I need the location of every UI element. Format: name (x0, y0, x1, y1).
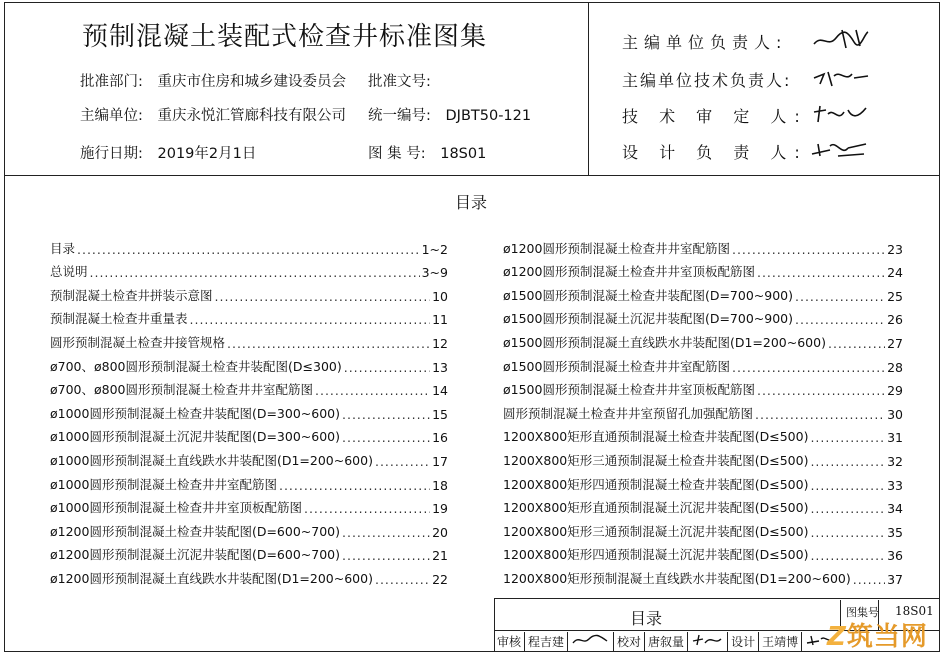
atlas-no-value: 18S01 (895, 604, 934, 618)
toc-item[interactable] (503, 375, 903, 399)
toc-item-title: ø1200圆形预制混凝土沉泥井装配图(D=600~700) (50, 547, 341, 563)
toc-leader (375, 454, 430, 469)
toc-leader (227, 336, 430, 351)
toc-item-page: 29 (887, 383, 903, 399)
approval-dept-value: 重庆市住房和城乡建设委员会 (157, 74, 346, 90)
signature-image (808, 64, 872, 90)
toc-leader (810, 548, 885, 563)
designer-name: 王靖博 (759, 632, 802, 652)
toc-leader (810, 454, 885, 469)
toc-item-page: 37 (887, 571, 903, 587)
toc-item[interactable] (503, 445, 903, 469)
toc-left-column (50, 233, 448, 587)
toc-item-page: 14 (432, 383, 448, 399)
toc-leader (342, 407, 430, 422)
toc-item[interactable] (503, 233, 903, 257)
toc-right-column (503, 233, 903, 587)
toc-item-page: 34 (887, 501, 903, 517)
watermark-text: 筑当网 (846, 622, 928, 652)
toc-leader (315, 383, 430, 398)
toc-item[interactable] (50, 398, 448, 422)
toc-item-page: 16 (432, 430, 448, 446)
toc-item-title: 圆形预制混凝土检查井接管规格 (50, 334, 226, 350)
toc-item-page: 30 (887, 406, 903, 422)
toc-item[interactable] (50, 280, 448, 304)
toc-item-title: ø1200圆形预制混凝土检查井井室配筋图 (503, 240, 730, 256)
toc-leader (757, 265, 885, 280)
title-block-sign-row (494, 632, 842, 652)
toc-item-title: ø1500圆形预制混凝土检查井井室顶板配筋图 (503, 382, 755, 398)
toc-item[interactable] (50, 422, 448, 446)
toc-item-page: 35 (887, 524, 903, 540)
toc-leader (190, 312, 431, 327)
toc-leader (757, 383, 885, 398)
toc-item-page: 20 (432, 524, 448, 540)
toc-item[interactable] (50, 351, 448, 375)
toc-item[interactable] (503, 257, 903, 281)
toc-item-title: ø1000圆形预制混凝土检查井井室配筋图 (50, 476, 277, 492)
toc-leader (810, 525, 885, 540)
toc-item-title: 1200X800矩形四通预制混凝土沉泥井装配图(D≤500) (503, 547, 809, 563)
toc-item-page: 23 (887, 241, 903, 257)
header-row-approval-no (368, 70, 446, 91)
approval-no-label: 批准文号: (368, 74, 431, 90)
toc-item-title: ø1500圆形预制混凝土检查井井室配筋图 (503, 358, 730, 374)
toc-leader (342, 430, 430, 445)
toc-item-title: 1200X800矩形直通预制混凝土检查井装配图(D≤500) (503, 429, 809, 445)
toc-item-title: 圆形预制混凝土检查井井室预留孔加强配筋图 (503, 405, 754, 421)
toc-item[interactable] (50, 540, 448, 564)
toc-item[interactable] (503, 563, 903, 587)
toc-item-page: 21 (432, 548, 448, 564)
toc-item-page: 22 (432, 571, 448, 587)
toc-leader (810, 430, 885, 445)
atlas-no-value: 18S01 (440, 146, 487, 162)
check-label: 校对 (614, 632, 645, 652)
toc-item[interactable] (50, 233, 448, 257)
toc-item-page: 28 (887, 359, 903, 375)
toc-leader (795, 312, 885, 327)
toc-item[interactable] (50, 563, 448, 587)
atlas-no-label: 图 集 号: (368, 146, 426, 162)
tech-chief-label: 主编单位技术负责人: (622, 71, 792, 90)
toc-item-title: 1200X800矩形三通预制混凝土沉泥井装配图(D≤500) (503, 523, 809, 539)
toc-leader (342, 548, 430, 563)
approval-dept-label: 批准部门: (80, 74, 143, 90)
toc-leader (755, 407, 885, 422)
toc-item-title: 预制混凝土检查井拼装示意图 (50, 287, 213, 303)
toc-item-title: 1200X800矩形直通预制混凝土沉泥井装配图(D≤500) (503, 500, 809, 516)
toc-item[interactable] (503, 351, 903, 375)
toc-item-title: ø1200圆形预制混凝土检查井装配图(D=600~700) (50, 523, 341, 539)
toc-item-title: ø700、ø800圆形预制混凝土检查井装配图(D≤300) (50, 358, 342, 374)
toc-item-title: ø1500圆形预制混凝土沉泥井装配图(D=700~900) (503, 311, 794, 327)
toc-item-title: 1200X800矩形四通预制混凝土检查井装配图(D≤500) (503, 476, 809, 492)
document-title: 预制混凝土装配式检查井标准图集 (82, 22, 488, 52)
toc-leader (795, 289, 885, 304)
toc-item-page: 27 (887, 335, 903, 351)
toc-item-page: 10 (432, 288, 448, 304)
toc-item-page: 24 (887, 265, 903, 281)
signature-image (808, 100, 872, 126)
signature-image (568, 632, 614, 652)
toc-item-page: 17 (432, 453, 448, 469)
toc-leader (828, 336, 885, 351)
toc-item[interactable] (503, 516, 903, 540)
toc-item-title: 总说明 (50, 264, 88, 280)
toc-item-title: ø1500圆形预制混凝土检查井装配图(D=700~900) (503, 287, 794, 303)
toc-item[interactable] (503, 493, 903, 517)
toc-item[interactable] (50, 375, 448, 399)
toc-item-title: ø1000圆形预制混凝土检查井装配图(D=300~600) (50, 405, 341, 421)
toc-item-page: 36 (887, 548, 903, 564)
checker-name: 唐叙量 (645, 632, 688, 652)
serial-no-label: 统一编号: (368, 108, 431, 124)
toc-item[interactable] (503, 280, 903, 304)
design-lead-label: 设 计 负 责 人: (622, 143, 808, 162)
toc-item[interactable] (50, 445, 448, 469)
chief-editor-label: 主编单位负责人: (622, 33, 788, 52)
toc-item[interactable] (50, 516, 448, 540)
toc-item-title: ø1200圆形预制混凝土直线跌水井装配图(D1=200~600) (50, 570, 373, 586)
tech-review-label: 技 术 审 定 人: (622, 107, 808, 126)
toc-leader (810, 501, 885, 516)
toc-item[interactable] (503, 469, 903, 493)
toc-item[interactable] (503, 398, 903, 422)
toc-item-page: 19 (432, 501, 448, 517)
header-row-date (80, 142, 256, 163)
toc-item-page: 26 (887, 312, 903, 328)
toc-item-page: 12 (432, 335, 448, 351)
toc-leader (853, 572, 885, 587)
toc-leader (77, 242, 420, 257)
toc-item-title: ø1000圆形预制混凝土检查井井室顶板配筋图 (50, 500, 302, 516)
toc-item-page: 18 (432, 477, 448, 493)
toc-item-page: 11 (432, 312, 448, 328)
toc-leader (215, 289, 431, 304)
header-row-setno (368, 142, 486, 163)
toc-item-page: 32 (887, 453, 903, 469)
signature-image (688, 632, 728, 652)
signature-image (808, 26, 872, 52)
toc-item-title: ø1000圆形预制混凝土直线跌水井装配图(D1=200~600) (50, 452, 373, 468)
toc-leader (279, 478, 430, 493)
toc-item-title: ø700、ø800圆形预制混凝土检查井井室配筋图 (50, 382, 314, 398)
toc-leader (732, 242, 885, 257)
toc-leader (90, 265, 420, 280)
toc-item-title: ø1500圆形预制混凝土直线跌水井装配图(D1=200~600) (503, 334, 826, 350)
serial-no-value: DJBT50-121 (445, 108, 532, 124)
toc-item-page: 1~2 (421, 241, 448, 257)
toc-item[interactable] (50, 469, 448, 493)
toc-item-title: 预制混凝土检查井重量表 (50, 311, 188, 327)
toc-leader (732, 360, 885, 375)
toc-leader (342, 525, 430, 540)
toc-item[interactable] (50, 327, 448, 351)
toc-item-title: ø1000圆形预制混凝土沉泥井装配图(D=300~600) (50, 429, 341, 445)
effective-date-label: 施行日期: (80, 146, 143, 162)
header-row-approval (80, 70, 346, 91)
atlas-no-label: 图集号 (846, 606, 879, 619)
toc-leader (304, 501, 430, 516)
signature-image (808, 136, 872, 162)
toc-item[interactable] (503, 304, 903, 328)
toc-item-title: 1200X800矩形预制混凝土直线跌水井装配图(D1=200~600) (503, 570, 851, 586)
header-divider (588, 2, 589, 176)
watermark-z: Z (827, 622, 847, 652)
design-label: 设计 (728, 632, 759, 652)
toc-item-page: 3~9 (421, 265, 448, 281)
toc-leader (344, 360, 430, 375)
toc-item-title: 1200X800矩形三通预制混凝土检查井装配图(D≤500) (503, 452, 809, 468)
title-block-title: 目录 (630, 609, 663, 628)
toc-item[interactable] (503, 422, 903, 446)
toc-title: 目录 (455, 193, 488, 212)
toc-item[interactable] (50, 257, 448, 281)
editor-unit-value: 重庆永悦汇管廊科技有限公司 (157, 108, 346, 124)
toc-item-page: 33 (887, 477, 903, 493)
review-label: 审核 (494, 632, 525, 652)
toc-item-page: 25 (887, 288, 903, 304)
toc-leader (810, 478, 885, 493)
effective-date-value: 2019年2月1日 (157, 146, 257, 162)
toc-item[interactable] (50, 304, 448, 328)
toc-leader (375, 572, 430, 587)
editor-unit-label: 主编单位: (80, 108, 143, 124)
toc-item-page: 31 (887, 430, 903, 446)
reviewer-name: 程吉建 (525, 632, 568, 652)
header-row-serial (368, 104, 531, 125)
toc-item[interactable] (503, 540, 903, 564)
toc-item-page: 15 (432, 406, 448, 422)
toc-item-page: 13 (432, 359, 448, 375)
toc-item-title: ø1200圆形预制混凝土检查井井室顶板配筋图 (503, 264, 755, 280)
watermark-logo (827, 616, 928, 653)
header-row-editor (80, 104, 346, 125)
toc-item-title: 目录 (50, 240, 76, 256)
toc-item[interactable] (503, 327, 903, 351)
toc-item[interactable] (50, 493, 448, 517)
